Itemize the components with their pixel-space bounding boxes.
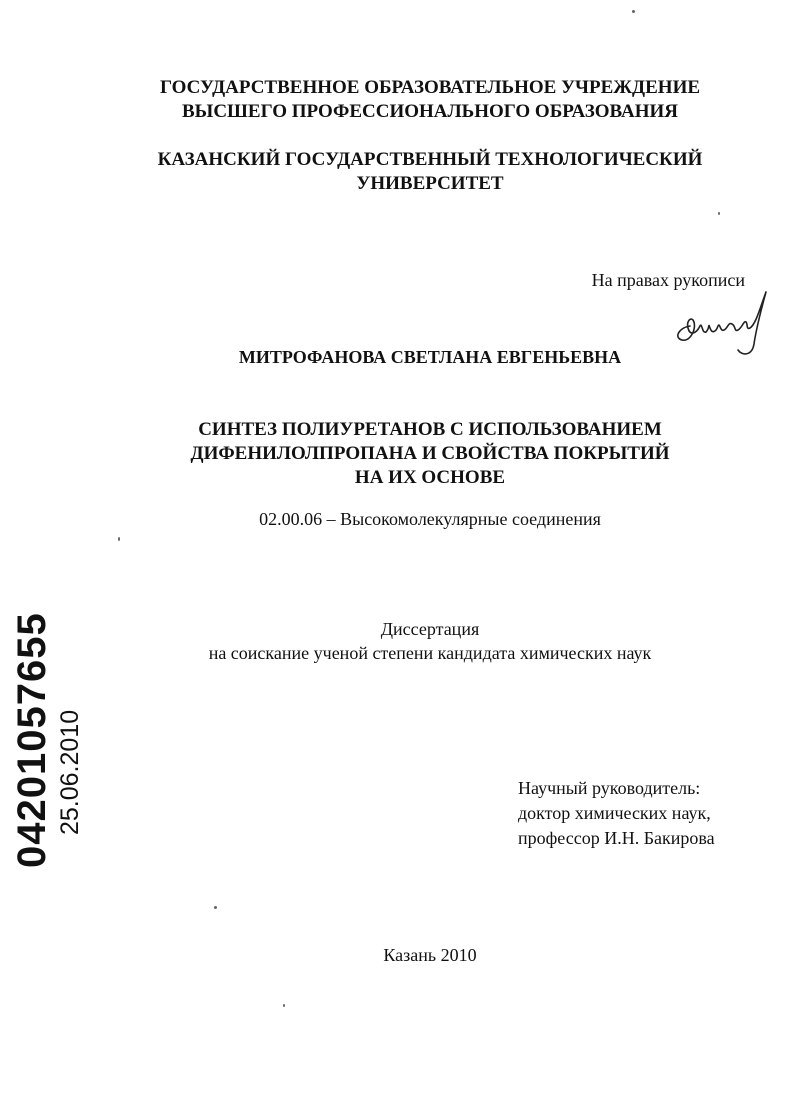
scan-speck [718, 212, 720, 215]
registration-date: 25.06.2010 [56, 709, 84, 835]
institution-line-2: ВЫСШЕГО ПРОФЕССИОНАЛЬНОГО ОБРАЗОВАНИЯ [182, 101, 678, 122]
registration-number: 04201057655 [10, 612, 54, 868]
scan-speck [214, 906, 217, 909]
supervisor-block [518, 776, 715, 851]
manuscript-rights-note: На правах рукописи [591, 270, 745, 290]
scan-speck [283, 1004, 285, 1007]
degree-text: на соискание ученой степени кандидата химических наук [208, 643, 652, 663]
title-line-2: ДИФЕНИЛОЛПРОПАНА И СВОЙСТВА ПОКРЫТИЙ [190, 443, 670, 464]
university-line-2: УНИВЕРСИТЕТ [356, 173, 504, 194]
specialty-code: 02.00.06 – Высокомолекулярные соединения [259, 509, 601, 529]
title-line-3: НА ИХ ОСНОВЕ [354, 467, 506, 488]
title-line-1: СИНТЕЗ ПОЛИУРЕТАНОВ С ИСПОЛЬЗОВАНИЕМ [198, 419, 662, 440]
scan-speck [632, 10, 635, 13]
city-year: Казань 2010 [383, 945, 477, 965]
supervisor-name: профессор И.Н. Бакирова [518, 828, 715, 848]
university-line-1: КАЗАНСКИЙ ГОСУДАРСТВЕННЫЙ ТЕХНОЛОГИЧЕСКИЙ [157, 149, 703, 170]
author-name: МИТРОФАНОВА СВЕТЛАНА ЕВГЕНЬЕВНА [238, 347, 622, 367]
supervisor-label: Научный руководитель: [518, 778, 701, 798]
institution-header [100, 76, 760, 124]
university-name [100, 148, 760, 196]
supervisor-degree: доктор химических наук, [518, 803, 711, 823]
dissertation-label: Диссертация [380, 619, 480, 639]
dissertation-title [100, 418, 760, 490]
institution-line-1: ГОСУДАРСТВЕННОЕ ОБРАЗОВАТЕЛЬНОЕ УЧРЕЖДЕНИЕ [159, 77, 701, 98]
scan-speck [118, 537, 120, 541]
dissertation-degree-block [100, 617, 760, 665]
